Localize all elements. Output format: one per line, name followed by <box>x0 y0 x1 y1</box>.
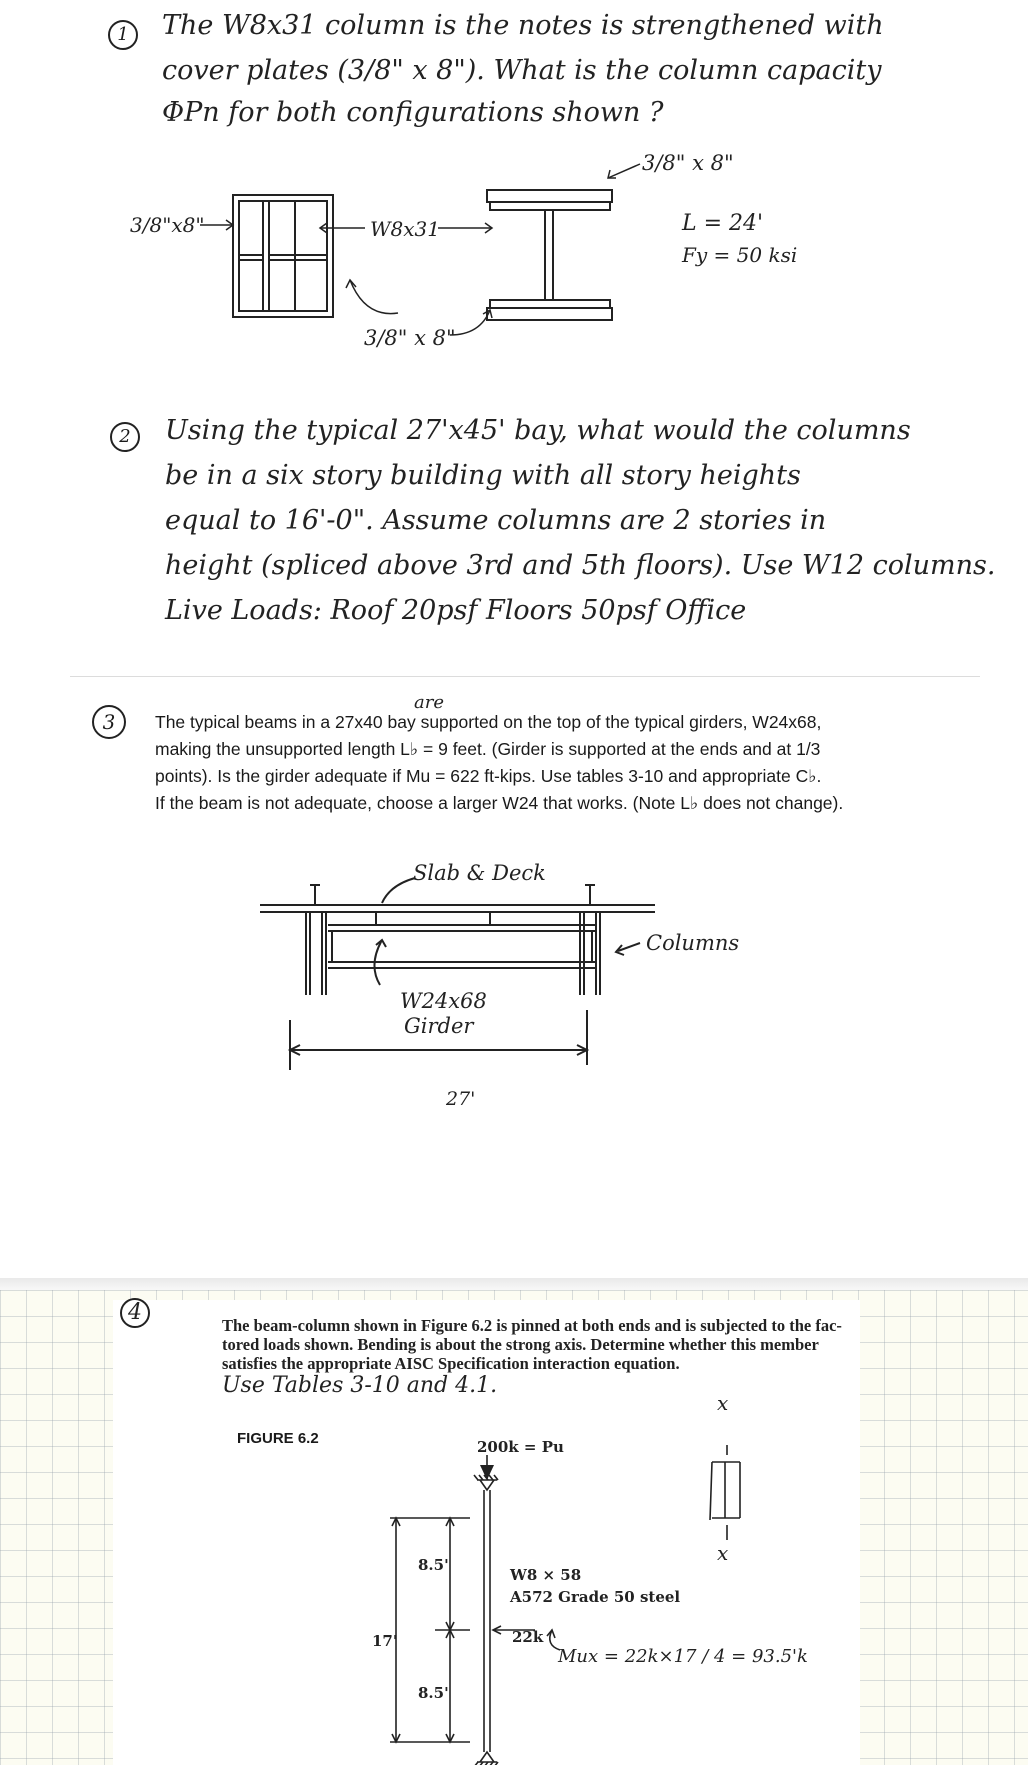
columns-label: Columns <box>646 931 740 955</box>
slab-label: Slab & Deck <box>413 861 546 885</box>
moment-label: Mux = 22k×17 / 4 = 93.5'k <box>558 1646 808 1667</box>
girder-size-label: W24x68 <box>400 989 487 1013</box>
axis-bottom-label: x <box>717 1541 729 1565</box>
upper-half-label: 8.5' <box>418 1556 449 1574</box>
problem-1-line-3: ΦPn for both configurations shown ? <box>162 97 664 128</box>
problem-3-line-2: making the unsupported length L♭ = 9 feet. (Girder is supported at the ends and at 1/3 <box>155 739 821 759</box>
problem-4-line-1: The beam-column shown in Figure 6.2 is pinned at both ends and is subjected to the fac- <box>222 1316 842 1335</box>
problem-2-line-1: Using the typical 27'x45' bay, what would the columns <box>165 415 911 446</box>
problem-3-line-3: points). Is the girder adequate if Mu = 622 ft-kips. Use tables 3-10 and appropriate C♭. <box>155 766 822 786</box>
problem-3-line-1: The typical beams in a 27x40 bay supported on the top of the typical girders, W24x68, <box>155 712 822 732</box>
problem-3-number: 3 <box>92 705 126 739</box>
i-section-drawing <box>487 190 612 320</box>
girder-label: Girder <box>404 1014 474 1038</box>
problem-4-number: 4 <box>120 1298 150 1328</box>
length-label: L = 24' <box>682 211 764 236</box>
steel-grade-label: A572 Grade 50 steel <box>510 1588 681 1606</box>
problem-4-note: Use Tables 3-10 and 4.1. <box>222 1373 498 1398</box>
beam-column-figure <box>360 1380 940 1765</box>
axial-load-label: 200k = Pu <box>477 1438 564 1456</box>
cover-plate-sketch <box>120 150 820 390</box>
section-size-label: W8 × 58 <box>510 1566 582 1584</box>
problem-4-line-3: satisfies the appropriate AISC Specification interaction equation. <box>222 1354 680 1373</box>
girder-sketch <box>250 845 810 1145</box>
problem-2-number: 2 <box>110 422 140 452</box>
problem-4-line-2: tored loads shown. Bending is about the strong axis. Determine whether this member <box>222 1335 819 1354</box>
problem-2-line-4: height (spliced above 3rd and 5th floors). Use W12 columns. <box>165 550 996 581</box>
lateral-load-label: 22k <box>512 1628 544 1646</box>
plate-left-label: 3/8"x8" <box>130 213 205 237</box>
problem-2-line-3: equal to 16'-0". Assume columns are 2 stories in <box>165 505 827 536</box>
fy-label: Fy = 50 ksi <box>682 243 798 267</box>
axis-top-label: x <box>717 1391 729 1415</box>
problem-1-line-1: The W8x31 column is the notes is strengthened with <box>162 10 884 41</box>
problem-3-line-4: If the beam is not adequate, choose a larger W24 that works. (Note L♭ does not change). <box>155 793 844 813</box>
lower-half-label: 8.5' <box>418 1684 449 1702</box>
plate-top-label: 3/8" x 8" <box>642 151 734 175</box>
separator <box>70 676 980 677</box>
span-label: 27' <box>446 1088 476 1110</box>
total-height-label: 17' <box>372 1632 398 1650</box>
section-label: W8x31 <box>370 217 441 241</box>
figure-caption: FIGURE 6.2 <box>237 1430 319 1447</box>
problem-2-line-5: Live Loads: Roof 20psf Floors 50psf Office <box>165 595 747 626</box>
problem-1-line-2: cover plates (3/8" x 8"). What is the column capacity <box>162 55 882 86</box>
problem-1-number: 1 <box>108 20 138 50</box>
inserted-word: are <box>414 692 444 713</box>
problem-2-line-2: be in a six story building with all story heights <box>165 460 801 491</box>
plate-bottom-label: 3/8" x 8" <box>364 326 456 350</box>
box-section-drawing <box>233 195 333 317</box>
